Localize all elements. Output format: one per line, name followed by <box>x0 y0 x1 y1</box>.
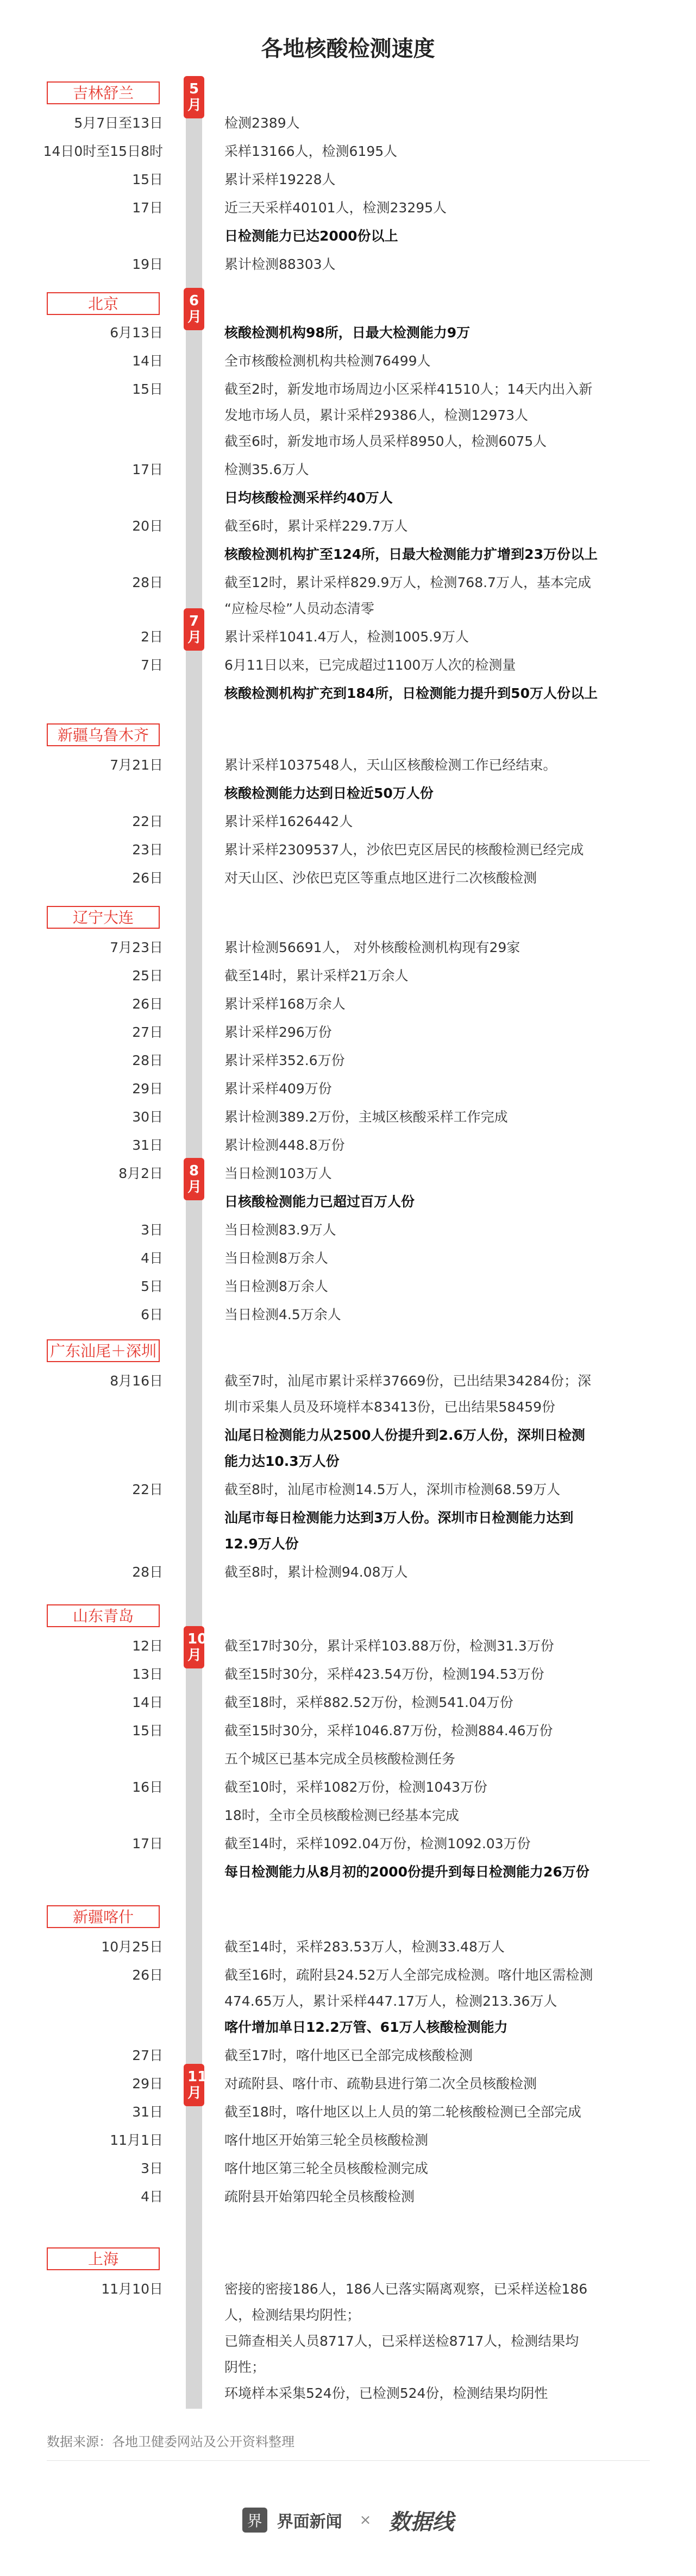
entry-date: 22日 <box>132 814 163 829</box>
times-sign: × <box>359 2512 372 2528</box>
entry-text: 五个城区已基本完成全员核酸检测任务 <box>224 1751 456 1767</box>
entry-text: 18时，全市全员核酸检测已经基本完成 <box>224 1807 459 1823</box>
footer <box>0 2498 696 2542</box>
entry-text: 截至14时，累计采样21万余人 <box>224 968 409 984</box>
entry-text: 累计采样296万份 <box>224 1024 332 1040</box>
entry-date: 10月25日 <box>101 1939 163 1955</box>
data-source: 数据来源：各地卫健委网站及公开资料整理 <box>47 2434 294 2449</box>
entry-text: 截至6时，新发地市场人员采样8950人，检测6075人 <box>224 433 547 449</box>
entry-date: 13日 <box>132 1666 163 1682</box>
entry-highlight: 汕尾日检测能力从2500人份提升到2.6万人份，深圳日检测 <box>224 1427 585 1443</box>
entry-text: 圳市采集人员及环境样本83413份，已出结果58459份 <box>224 1399 556 1415</box>
month-marker: 8月 <box>184 1158 204 1200</box>
entry-text: 当日检测8万余人 <box>224 1250 328 1266</box>
entry-text: 已筛查相关人员8717人，已采样送检8717人，检测结果均 <box>224 2333 579 2349</box>
entry-date: 8月16日 <box>110 1373 163 1389</box>
region-label: 山东青岛 <box>47 1604 160 1627</box>
entry-text: 截至15时30分，采样423.54万份，检测194.53万份 <box>224 1666 544 1682</box>
entry-text: 截至8时，累计检测94.08万人 <box>224 1564 408 1580</box>
entry-date: 17日 <box>132 462 163 477</box>
entry-date: 26日 <box>132 870 163 886</box>
entry-text: 累计检测88303人 <box>224 256 336 272</box>
entry-date: 17日 <box>132 200 163 216</box>
month-marker: 5月 <box>184 76 204 118</box>
entry-highlight: 喀什增加单日12.2万管、61万人核酸检测能力 <box>224 2019 508 2035</box>
entry-date: 17日 <box>132 1836 163 1851</box>
entry-highlight: 汕尾市每日检测能力达到3万人份。深圳市日检测能力达到 <box>224 1510 574 1526</box>
entry-date: 5日 <box>141 1278 163 1294</box>
entry-date: 16日 <box>132 1779 163 1795</box>
entry-date: 7日 <box>141 657 163 673</box>
region-label: 北京 <box>47 292 160 315</box>
entry-date: 25日 <box>132 968 163 984</box>
entry-text: 对天山区、沙依巴克区等重点地区进行二次核酸检测 <box>224 870 537 886</box>
entry-date: 3日 <box>141 2161 163 2176</box>
entry-text: 累计采样1626442人 <box>224 814 353 829</box>
region-label: 吉林舒兰 <box>47 81 160 104</box>
entry-date: 3日 <box>141 1222 163 1238</box>
entry-text: 当日检测103万人 <box>224 1166 332 1181</box>
entry-date: 11月10日 <box>101 2281 163 2297</box>
page-title: 各地核酸检测速度 <box>261 36 435 61</box>
entry-date: 28日 <box>132 1053 163 1068</box>
entry-date: 27日 <box>132 1024 163 1040</box>
entry-text: 累计检测389.2万份，主城区核酸采样工作完成 <box>224 1109 508 1125</box>
entry-text: 截至8时，汕尾市检测14.5万人，深圳市检测68.59万人 <box>224 1482 561 1497</box>
region-label: 上海 <box>47 2247 160 2270</box>
entry-text: 累计检测448.8万份 <box>224 1137 345 1153</box>
entry-text: 截至6时，累计采样229.7万人 <box>224 518 408 534</box>
entry-date: 31日 <box>132 2104 163 2120</box>
entry-date: 6日 <box>141 1307 163 1322</box>
entry-text: 截至14时，采样1092.04万份，检测1092.03万份 <box>224 1836 531 1851</box>
entry-date: 7月21日 <box>110 757 163 773</box>
region-label: 辽宁大连 <box>47 906 160 929</box>
entry-date: 14日 <box>132 1695 163 1710</box>
entry-text: 累计采样352.6万份 <box>224 1053 345 1068</box>
region-label: 新疆喀什 <box>47 1905 160 1928</box>
entry-date: 4日 <box>141 1250 163 1266</box>
month-marker: 11月 <box>184 2064 204 2106</box>
entry-highlight: 核酸检测机构98所，日最大检测能力9万 <box>224 325 471 341</box>
entry-date: 23日 <box>132 842 163 858</box>
entry-text: 截至12时，累计采样829.9万人，检测768.7万人，基本完成 <box>224 575 591 590</box>
entry-date: 8月2日 <box>118 1166 163 1181</box>
entry-date: 2日 <box>141 629 163 645</box>
entry-date: 11月1日 <box>110 2132 163 2148</box>
entry-text: 截至15时30分，采样1046.87万份，检测884.46万份 <box>224 1723 553 1739</box>
entry-highlight: 核酸检测能力达到日检近50万人份 <box>224 785 434 801</box>
brand-name: 界面新闻 <box>277 2512 342 2531</box>
entry-text: 环境样本采集524份，已检测524份，检测结果均阴性 <box>224 2385 548 2401</box>
entry-date: 15日 <box>132 172 163 187</box>
entry-date: 27日 <box>132 2048 163 2063</box>
entry-date: 20日 <box>132 518 163 534</box>
entry-text: 发地市场人员，累计采样29386人，检测12973人 <box>224 407 529 423</box>
entry-date: 5月7日至13日 <box>74 115 163 131</box>
entry-date: 28日 <box>132 575 163 590</box>
entry-date: 15日 <box>132 381 163 397</box>
entry-text: “应检尽检”人员动态清零 <box>224 601 374 616</box>
jiemian-logo-icon: 界 <box>242 2508 267 2533</box>
entry-text: 累计采样409万份 <box>224 1081 332 1097</box>
entry-text: 人，检测结果均阴性； <box>224 2307 361 2323</box>
entry-text: 截至17时30分，累计采样103.88万份，检测31.3万份 <box>224 1638 554 1654</box>
entry-date: 14日0时至15日8时 <box>43 143 163 159</box>
entry-date: 4日 <box>141 2189 163 2205</box>
entry-highlight: 日核酸检测能力已超过百万人份 <box>224 1194 415 1210</box>
entry-highlight: 能力达10.3万人份 <box>224 1453 340 1469</box>
entry-text: 密接的密接186人，186人已落实隔离观察，已采样送检186 <box>224 2281 588 2297</box>
entry-text: 疏附县开始第四轮全员核酸检测 <box>224 2189 415 2205</box>
entry-highlight: 日检测能力已达2000份以上 <box>224 228 398 244</box>
timeline-bar <box>186 81 202 2409</box>
footer-divider <box>47 2460 650 2461</box>
entry-text: 当日检测4.5万余人 <box>224 1307 341 1322</box>
entry-date: 29日 <box>132 1081 163 1097</box>
entry-text: 喀什地区开始第三轮全员核酸检测 <box>224 2132 429 2148</box>
entry-text: 累计采样1041.4万人，检测1005.9万人 <box>224 629 469 645</box>
entry-highlight: 核酸检测机构扩充到184所，日检测能力提升到50万人份以上 <box>224 685 598 701</box>
entry-date: 22日 <box>132 1482 163 1497</box>
entry-highlight: 核酸检测机构扩至124所，日最大检测能力扩增到23万份以上 <box>224 546 598 562</box>
entry-text: 6月11日以来，已完成超过1100万人次的检测量 <box>224 657 516 673</box>
entry-date: 29日 <box>132 2076 163 2092</box>
entry-highlight: 日均核酸检测采样约40万人 <box>224 490 393 506</box>
month-marker: 7月 <box>184 608 204 651</box>
entry-text: 近三天采样40101人，检测23295人 <box>224 200 447 216</box>
entry-text: 截至7时，汕尾市累计采样37669份，已出结果34284份；深 <box>224 1373 591 1389</box>
entry-date: 14日 <box>132 353 163 369</box>
entry-text: 累计采样168万余人 <box>224 996 346 1012</box>
region-label: 新疆乌鲁木齐 <box>47 723 160 746</box>
entry-text: 阴性； <box>224 2359 266 2375</box>
entry-text: 累计采样19228人 <box>224 172 336 187</box>
entry-text: 检测35.6万人 <box>224 462 309 477</box>
entry-highlight: 12.9万人份 <box>224 1536 299 1552</box>
entry-text: 截至18时，采样882.52万份，检测541.04万份 <box>224 1695 513 1710</box>
entry-text: 全市核酸检测机构共检测76499人 <box>224 353 431 369</box>
entry-date: 12日 <box>132 1638 163 1654</box>
entry-text: 截至2时，新发地市场周边小区采样41510人；14天内出入新 <box>224 381 593 397</box>
entry-text: 累计检测56691人， 对外核酸检测机构现有29家 <box>224 940 521 955</box>
entry-date: 7月23日 <box>110 940 163 955</box>
entry-highlight: 每日检测能力从8月初的2000份提升到每日检测能力26万份 <box>224 1864 590 1880</box>
month-marker: 6月 <box>184 288 204 330</box>
entry-text: 474.65万人，累计采样447.17万人，检测213.36万人 <box>224 1993 557 2009</box>
entry-text: 当日检测83.9万人 <box>224 1222 336 1238</box>
entry-date: 15日 <box>132 1723 163 1739</box>
entry-text: 截至16时，疏附县24.52万人全部完成检测。喀什地区需检测 <box>224 1967 593 1983</box>
entry-text: 截至14时，采样283.53万人，检测33.48万人 <box>224 1939 505 1955</box>
entry-date: 19日 <box>132 256 163 272</box>
entry-date: 26日 <box>132 996 163 1012</box>
region-label: 广东汕尾＋深圳 <box>47 1339 160 1362</box>
entry-text: 截至10时，采样1082万份，检测1043万份 <box>224 1779 488 1795</box>
entry-text: 截至18时，喀什地区以上人员的第二轮核酸检测已全部完成 <box>224 2104 581 2120</box>
entry-text: 累计采样2309537人，沙依巴克区居民的核酸检测已经完成 <box>224 842 584 858</box>
entry-text: 喀什地区第三轮全员核酸检测完成 <box>224 2161 429 2176</box>
entry-text: 对疏附县、喀什市、疏勒县进行第二次全员核酸检测 <box>224 2076 537 2092</box>
entry-text: 检测2389人 <box>224 115 300 131</box>
entry-date: 28日 <box>132 1564 163 1580</box>
entry-text: 截至17时，喀什地区已全部完成核酸检测 <box>224 2048 473 2063</box>
month-marker: 10月 <box>184 1626 204 1668</box>
entry-date: 30日 <box>132 1109 163 1125</box>
entry-date: 26日 <box>132 1967 163 1983</box>
partner-logo: 数据线 <box>388 2509 454 2535</box>
entry-text: 当日检测8万余人 <box>224 1278 328 1294</box>
entry-text: 累计采样1037548人，天山区核酸检测工作已经结束。 <box>224 757 557 773</box>
entry-date: 6月13日 <box>110 325 163 341</box>
entry-text: 采样13166人，检测6195人 <box>224 143 398 159</box>
entry-date: 31日 <box>132 1137 163 1153</box>
